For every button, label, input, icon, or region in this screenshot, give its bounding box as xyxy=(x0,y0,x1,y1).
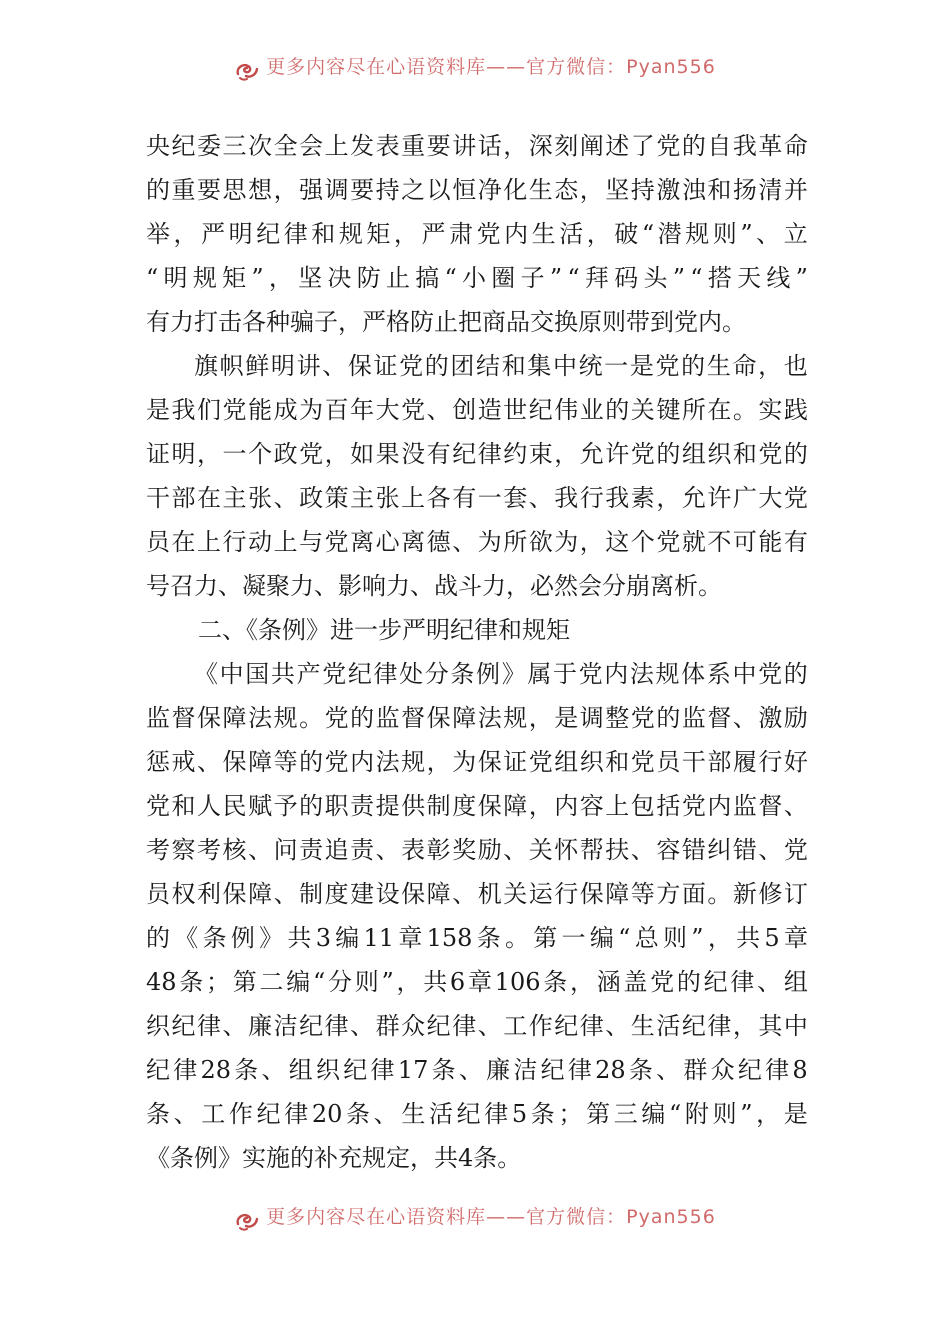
text-line: 48 条 ； 第 二 编 “ 分 则 ” ， 共 6 章 106 条 ， 涵 盖 党 的 纪 律 、 组 xyxy=(146,968,808,996)
swirl-logo-icon xyxy=(234,60,260,82)
text-line: 的 重 要 思 想 ， 强 调 要 持 之 以 恒 净 化 生 态 ， 坚 持 激 浊 和 扬 清 并 xyxy=(146,176,808,204)
text-line: 党 和 人 民 赋 予 的 职 责 提 供 制 度 保 障 ， 内 容 上 包 括 党 内 监 督 、 xyxy=(146,792,808,820)
text-line: 央 纪 委 三 次 全 会 上 发 表 重 要 讲 话 ， 深 刻 阐 述 了 党 的 自 我 革 命 xyxy=(146,132,808,160)
document-body xyxy=(146,124,808,1180)
text-line: 考 察 考 核 、 问 责 追 责 、 表 彰 奖 励 、 关 怀 帮 扶 、 容 错 纠 错 、 党 xyxy=(146,836,808,864)
text-line: 的 《 条 例 》 共 3 编 11 章 158 条 。 第 一 编 “ 总 则 ” ， 共 5 章 xyxy=(146,924,808,952)
text-line: 员 在 上 行 动 上 与 党 离 心 离 德 、 为 所 欲 为 ， 这 个 党 就 不 可 能 有 xyxy=(146,528,808,556)
header-watermark-banner xyxy=(0,56,950,86)
paragraph-first-line: 旗 帜 鲜 明 讲 、 保 证 党 的 团 结 和 集 中 统 一 是 党 的 生 命 ， 也 xyxy=(194,352,808,380)
text-line: 员 权 利 保 障 、 制 度 建 设 保 障 、 机 关 运 行 保 障 等 方 面 。 新 修 订 xyxy=(146,880,808,908)
text-line: 惩 戒 、 保 障 等 的 党 内 法 规 ， 为 保 证 党 组 织 和 党 员 干 部 履 行 好 xyxy=(146,748,808,776)
text-line: 条 、 工 作 纪 律 20 条 、 生 活 纪 律 5 条 ； 第 三 编 “ 附 则 ” ， 是 xyxy=(146,1100,808,1128)
text-line: 有力打击各种骗子，严格防止把商品交换原则带到党内。 xyxy=(146,308,746,336)
text-line: 织 纪 律 、 廉 洁 纪 律 、 群 众 纪 律 、 工 作 纪 律 、 生 活 纪 律 ， 其 中 xyxy=(146,1012,808,1040)
watermark-text: 更多内容尽在心语资料库——官方微信：Pyan556 xyxy=(266,1206,716,1228)
text-line: 纪 律 28 条 、 组 织 纪 律 17 条 、 廉 洁 纪 律 28 条 、 群 众 纪 律 8 xyxy=(146,1056,808,1084)
text-line: 号召力、凝聚力、影响力、战斗力，必然会分崩离析。 xyxy=(146,572,722,600)
text-line: 《条例》实施的补充规定，共4条。 xyxy=(146,1144,522,1172)
swirl-logo-icon xyxy=(234,1210,260,1232)
section-heading: 二、《条例》进一步严明纪律和规矩 xyxy=(198,616,570,644)
footer-watermark-banner xyxy=(0,1206,950,1236)
text-line: 证 明 ， 一 个 政 党 ， 如 果 没 有 纪 律 约 束 ， 允 许 党 的 组 织 和 党 的 xyxy=(146,440,808,468)
text-line: “ 明 规 矩 ” ， 坚 决 防 止 搞 “ 小 圈 子 ” “ 拜 码 头 ” “ 搭 天 线 ” xyxy=(146,264,808,292)
text-line: 监 督 保 障 法 规 。 党 的 监 督 保 障 法 规 ， 是 调 整 党 的 监 督 、 激 励 xyxy=(146,704,808,732)
text-line: 干 部 在 主 张 、 政 策 主 张 上 各 有 一 套 、 我 行 我 素 ， 允 许 广 大 党 xyxy=(146,484,808,512)
text-line: 举 ， 严 明 纪 律 和 规 矩 ， 严 肃 党 内 生 活 ， 破 “ 潜 规 则 ” 、 立 xyxy=(146,220,808,248)
text-line: 是 我 们 党 能 成 为 百 年 大 党 、 创 造 世 纪 伟 业 的 关 键 所 在 。 实 践 xyxy=(146,396,808,424)
paragraph-first-line: 《 中 国 共 产 党 纪 律 处 分 条 例 》 属 于 党 内 法 规 体 系 中 党 的 xyxy=(194,660,808,688)
watermark-text: 更多内容尽在心语资料库——官方微信：Pyan556 xyxy=(266,56,716,78)
